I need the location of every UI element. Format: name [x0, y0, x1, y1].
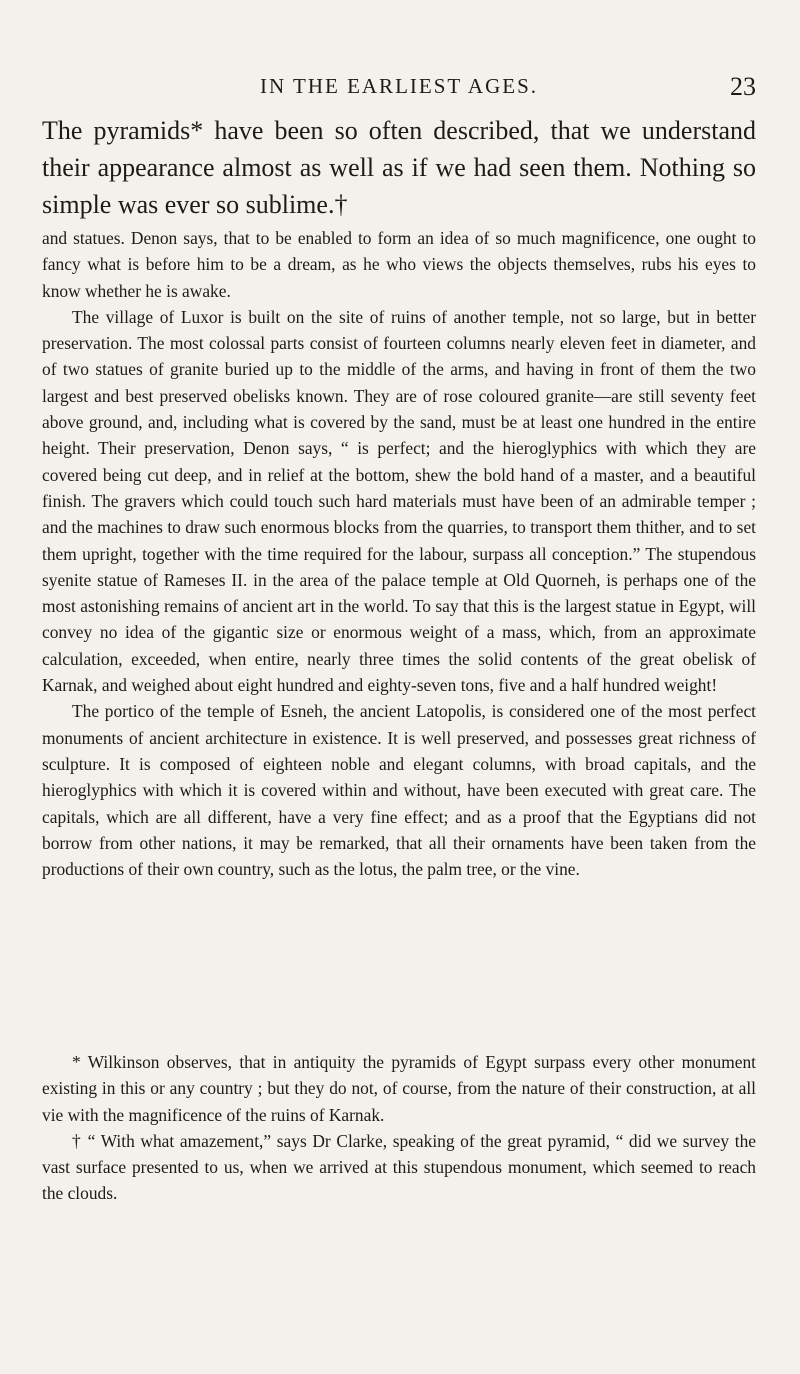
footnote: † “ With what amazement,” says Dr Clarke, speaking of the great pyramid, “ did we survey the vast surface presented to us, when we arrived at this stupendous monument, which seemed to reach the clouds. [42, 1130, 756, 1204]
lead-paragraph: The pyramids* have been so often described, that we understand their appearance almost as well as if we had seen them. Nothing so simple was ever so sublime.† [42, 116, 756, 219]
body-paragraph: The village of Luxor is built on the site of ruins of another temple, not so large, but in better preservation. The most colossal parts consist of fourteen columns nearly eleven feet in diameter, and of two statues of granite buried up to the middle of the arms, and having in front of them the two largest and best preserved obelisks known. They are of rose coloured granite—are still seventy feet above ground, and, including what is covered by the sand, must be at least one hundred in the entire height. Their preservation, Denon says, “ is perfect; and the hieroglyphics with which they are covered being cut deep, and in relief at the bottom, shew the bold hand of a master, and a beautiful finish. The gravers which could touch such hard materials must have been of an admirable temper ; and the machines to draw such enormous blocks from the quarries, to transport them thither, and to set them upright, together with the time required for the labour, surpass all conception.” The stupendous syenite statue of Rameses II. in the area of the palace temple at Old Quorneh, is perhaps one of the most astonishing remains of ancient art in the world. To say that this is the largest statue in Egypt, will convey no idea of the gigantic size or enormous weight of a mass, which, from an approximate calculation, exceeded, when entire, nearly three times the solid contents of the great obelisk of Karnak, and weighed about eight hundred and eighty-seven tons, five and a half hundred weight! [42, 306, 756, 696]
page-number: 23 [730, 72, 756, 101]
body-paragraph: The portico of the temple of Esneh, the ancient Latopolis, is considered one of the most perfect monuments of ancient architecture in existence. It is well preserved, and possesses great richness of sculpture. It is composed of eighteen noble and elegant columns, with broad capitals, and the hieroglyphics with which it is covered within and without, have been executed with great care. The capitals, which are all different, have a very fine effect; and as a proof that the Egyptians did not borrow from other nations, it may be remarked, that all their ornaments have been taken from the productions of their own country, such as the lotus, the palm tree, or the vine. [42, 701, 756, 880]
body-paragraph: and statues. Denon says, that to be enabled to form an idea of so much magnificence, one ought to fancy what is before him to be a dream, as he who views the objects themselves, rubs his eyes to know whether he is awake. [42, 228, 756, 301]
footnote: * Wilkinson observes, that in antiquity the pyramids of Egypt surpass every other monument existing in this or any country ; but they do not, of course, from the nature of their construction, at all vie with the magnificence of the ruins of Karnak. [42, 1052, 756, 1125]
footnotes [42, 1049, 756, 1207]
body-text [42, 225, 756, 882]
running-title: IN THE EARLIEST AGES. [259, 74, 539, 98]
running-head [42, 74, 756, 104]
